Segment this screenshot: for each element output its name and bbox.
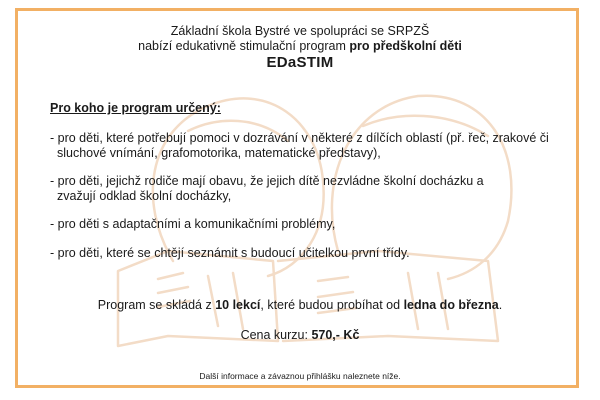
summary-text: . xyxy=(498,298,503,312)
organizer-line xyxy=(18,24,579,39)
program-summary xyxy=(18,298,579,312)
lesson-count: 10 lekcí xyxy=(215,298,261,312)
summary-text: , které budou probíhat od xyxy=(260,298,404,312)
list-item xyxy=(50,174,570,203)
list-item-line: - pro děti, jejichž rodiče mají obavu, že jejich dítě nezvládne školní docházku a xyxy=(50,174,484,188)
list-item xyxy=(50,131,570,160)
list-item-line: - pro děti s adaptačními a komunikačními problémy, xyxy=(50,217,336,231)
footer-note: Další informace a závaznou přihlášku naleznete níže. xyxy=(199,371,401,381)
list-item-line: - pro děti, které potřebují pomoci v dozrávání v některé z dílčích oblastí (př. řeč, zrakové či xyxy=(50,131,549,145)
price-value: 570,- Kč xyxy=(311,328,360,342)
program-period: ledna do března xyxy=(403,298,499,312)
list-item-continuation: zvažují odklad školní docházky, xyxy=(57,188,232,203)
program-intro-text: nabízí edukativně stimulační program xyxy=(138,39,350,53)
program-title: EDaSTIM xyxy=(266,54,334,71)
list-item xyxy=(50,217,570,232)
course-price xyxy=(18,328,579,342)
poster-frame xyxy=(15,8,579,388)
poster-content xyxy=(18,11,579,388)
list-item-continuation: sluchové vnímání, grafomotorika, matematické představy), xyxy=(57,145,381,160)
target-group-text: pro předškolní děti xyxy=(349,39,462,53)
summary-text: Program se skládá z xyxy=(97,298,216,312)
program-intro-line xyxy=(18,39,579,54)
organizer-text: Základní škola Bystré ve spolupráci se SRPZŠ xyxy=(170,24,430,38)
section-heading: Pro koho je program určený: xyxy=(50,101,221,115)
price-label: Cena kurzu: xyxy=(240,328,312,342)
list-item xyxy=(50,246,570,261)
list-item-line: - pro děti, které se chtějí seznámit s budoucí učitelkou první třídy. xyxy=(50,246,410,260)
